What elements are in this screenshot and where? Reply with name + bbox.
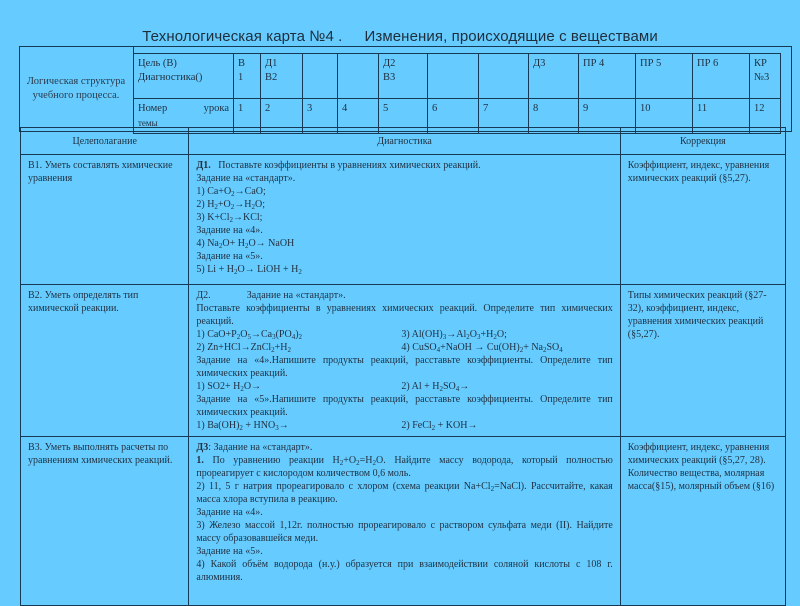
lesson-plan-table — [133, 53, 781, 134]
equation: 2) $Al + H_2SO_4\to$ — [401, 381, 470, 393]
goal-cell — [338, 54, 379, 99]
goal-cell — [303, 54, 338, 99]
goal-cell — [479, 54, 529, 99]
equation: 2) $H_2+O_2\to H_2O$; — [196, 199, 266, 211]
title-main: Технологическая карта №4 . — [142, 28, 343, 45]
lesson-number: 11 — [693, 99, 750, 134]
goal-cell — [428, 54, 479, 99]
goal-cell: ПР 4 — [579, 54, 636, 99]
diagnostics-cell: Д1. Поставьте коэффициенты в уравнениях химических реакций. Задание на «стандарт». 1) $Ca+O_2\to CaO$; 2) $H_2+O_2\to H_2O$; 3) $K+Cl_2\to KCl$; Задание на «4». 4) $Na_2O+ H_2O\to$ NaOH Задание на «5». 5) $Li + H_2O\to$ LiOH + $H_2$ — [189, 155, 620, 285]
equation: 4) CuSO$_4$+NaOH → $Cu(OH)_2+ Na_2SO_4$ — [401, 342, 563, 354]
goal-cell: Д3 — [529, 54, 579, 99]
equation: 1) $SO2+ H_2O\to$ — [196, 381, 262, 393]
lesson-number: 3 — [303, 99, 338, 134]
goals-row — [134, 54, 781, 99]
equation: 1) $Ca+O_2\to CaO$; — [196, 186, 266, 198]
diagnostics-cell: Д3: Задание на «стандарт». 1. По уравнению реакции $H_2+O_2=H_2O$. Найдите массу водорода, который полностью прореагирует с кислородом количеством 0,6 моль. 2) 11, 5 г натрия прореагировало с хлором (схема реакции $Na+Cl_2=NaCl$). Рассчитайте, какая масса хлора вступила в реакцию. Задание на «4». 3) Железо массой 1,12г. полностью прореагировало с раствором сульфата меди (II). Найдите массу образовавшейся меди. Задание на «5». 4) Какой объём водорода (н.у.) образуется при взаимодействии соляной кислоты с 108 г. алюминия. — [189, 437, 620, 606]
table-row — [21, 285, 786, 437]
structure-label: Логическая структура учебного процесса. — [19, 46, 134, 132]
lesson-number: 5 — [379, 99, 428, 134]
lesson-number: 7 — [479, 99, 529, 134]
header-correction: Коррекция — [620, 128, 785, 155]
goal-cell: ПР 6 — [693, 54, 750, 99]
correction-cell: Коэффициент, индекс, уравнения химических реакций (§5,27, 28). Количество вещества, молярная масса(§15), молярный объем (§16) — [620, 437, 785, 606]
equation: 1) $Ba(OH)_2 + HNO_3\to$ — [196, 420, 289, 432]
page-title — [0, 28, 800, 45]
equation: 5) $Li + H_2O\to$ LiOH + $H_2$ — [196, 264, 302, 276]
equation: 3) $Al(OH)_3\to Al_2O_3+H_2O$; — [401, 329, 507, 341]
lesson-number: 2 — [261, 99, 303, 134]
goal-cell: Д2 В3 — [379, 54, 428, 99]
header-goal: Целеполагание — [21, 128, 189, 155]
goal-cell: Д1 В2 — [261, 54, 303, 99]
equation: 2) FeCl$_2$ + KOH→ — [401, 420, 478, 432]
equation: 3) $K+Cl_2\to KCl$; — [196, 212, 263, 224]
equation: По уравнению реакции $H_2+O_2=H_2O$. Найдите массу водорода, который полностью прореагирует с кислородом количеством 0,6 моль. — [196, 455, 613, 479]
goal-cell: ПР 5 — [636, 54, 693, 99]
correction-cell: Коэффициент, индекс, уравнения химических реакций (§5,27). — [620, 155, 785, 285]
correction-cell: Типы химических реакций (§27-32), коэффициент, индекс, уравнения химических реакций (§5,27). — [620, 285, 785, 437]
title-topic: Изменения, происходящие с веществами — [364, 28, 658, 45]
equation: 2) 11, 5 г натрия прореагировало с хлором (схема реакции $Na+Cl_2=NaCl$). Рассчитайте, какая масса хлора вступила в реакцию. — [196, 481, 613, 505]
header-row — [21, 128, 786, 155]
lesson-number: 10 — [636, 99, 693, 134]
lesson-number: 6 — [428, 99, 479, 134]
equation: 2) $Zn+HCl\to ZnCl_2+H_2$ — [196, 342, 292, 354]
lessons-row-label: Номер урока темы — [134, 99, 234, 134]
table-row — [21, 437, 786, 606]
goal-cell: КР №3 — [750, 54, 781, 99]
equation: 4) $Na_2O+ H_2O\to$ NaOH — [196, 238, 295, 250]
lesson-number: 1 — [234, 99, 261, 134]
lesson-number: 4 — [338, 99, 379, 134]
goal-cell: В1. Уметь составлять химические уравнения — [21, 155, 189, 285]
goal-cell: В3. Уметь выполнять расчеты по уравнениям химических реакций. — [21, 437, 189, 606]
header-diagnostics: Диагностика — [189, 128, 620, 155]
lesson-number: 12 — [750, 99, 781, 134]
lesson-number: 8 — [529, 99, 579, 134]
goal-cell: В2. Уметь определять тип химической реакции. — [21, 285, 189, 437]
goal-cell: В 1 — [234, 54, 261, 99]
lesson-number: 9 — [579, 99, 636, 134]
equation: 1) $CaO+P_2O_5\to Ca_3(PO_4)_2$ — [196, 329, 303, 341]
diagnostics-cell: Д2. Задание на «стандарт». Поставьте коэффициенты в уравнениях химических реакций. Определите тип химических реакций. 1) $CaO+P_2O_5\to Ca_3(PO_4)_2$ 3) $Al(OH)_3\to Al_2O_3+H_2O$; 2) $Zn+HCl\to ZnCl_2+H_2$ 4) CuSO$_4$+NaOH → $Cu(OH)_2+ Na_2SO_4$ Задание на «4».Напишите продукты реакций, расставьте коэффициенты. Определите тип химических реакций. 1) $SO2+ H_2O\to$ 2) $Al + H_2SO_4\to$ Задание на «5».Напишите продукты реакций, расставьте коэффициенты. Определите тип химических реакций. 1) $Ba(OH)_2 + HNO_3\to$ 2) FeCl$_2$ + KOH→ — [189, 285, 620, 437]
goals-row-label: Цель (В) Диагностика() — [134, 54, 234, 99]
table-row — [21, 155, 786, 285]
diagnostics-table — [20, 127, 786, 606]
